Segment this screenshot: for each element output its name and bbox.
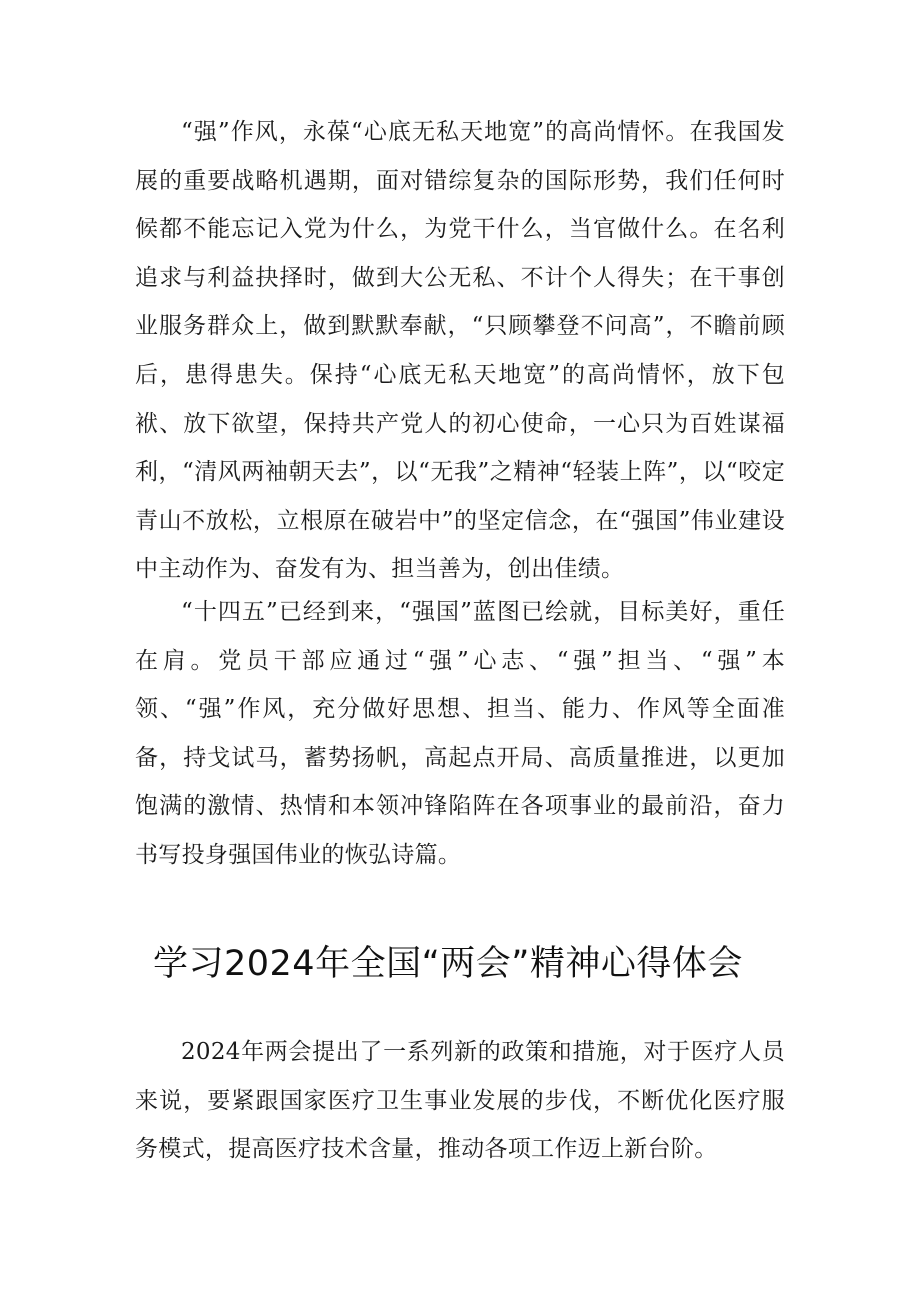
section-title: 学习2024年全国“两会”精神心得体会 (153, 944, 743, 984)
body-paragraph: “强”作风，永葆“心底无私天地宽”的高尚情怀。在我国发展的重要战略机遇期，面对错综复杂的国际形势，我们任何时候都不能忘记入党为什么，为党干什么，当官做什么。在名利追求与利益抉择时，做到大公无私、不计个人得失；在干事创业服务群众上，做到默默奉献，“只顾攀登不问高”，不瞻前顾后，患得患失。保持“心底无私天地宽”的高尚情怀，放下包袱、放下欲望，保持共产党人的初心使命，一心只为百姓谋福利，“清风两袖朝天去”，以“无我”之精神“轻装上阵”，以“咬定青山不放松，立根原在破岩中”的坚定信念，在“强国”伟业建设中主动作为、奋发有为、担当善为，创出佳绩。 (135, 119, 785, 583)
body-paragraph: “十四五”已经到来，“强国”蓝图已绘就，目标美好，重任在肩。党员干部应通过“强”心志、“强”担当、“强”本领、“强”作风，充分做好思想、担当、能力、作风等全面准备，持戈试马，蓄势扬帆，高起点开局、高质量推进，以更加饱满的激情、热情和本领冲锋陷阵在各项事业的最前沿，奋力书写投身强国伟业的恢弘诗篇。 (135, 599, 785, 868)
body-paragraph: 2024年两会提出了一系列新的政策和措施，对于医疗人员来说，要紧跟国家医疗卫生事业发展的步伐，不断优化医疗服务模式，提高医疗技术含量，推动各项工作迈上新台阶。 (135, 1039, 785, 1163)
